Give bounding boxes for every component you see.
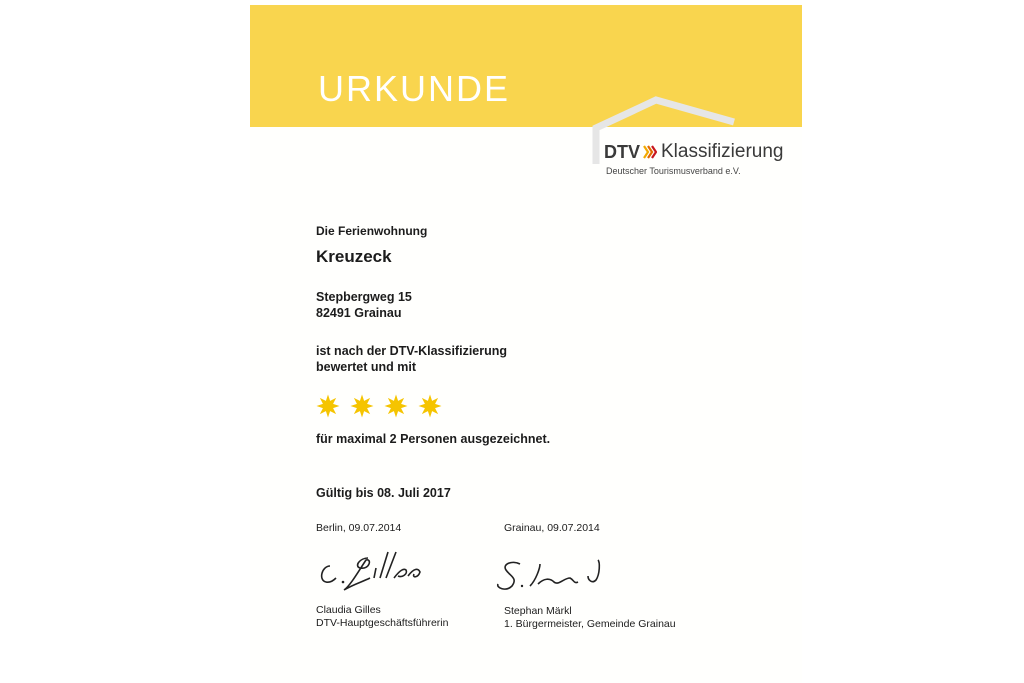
certificate-page — [250, 0, 802, 683]
intro-label: Die Ferienwohnung — [316, 224, 428, 238]
right-signatory-role: 1. Bürgermeister, Gemeinde Grainau — [504, 618, 676, 630]
star-icon — [350, 394, 374, 418]
award-text: für maximal 2 Personen ausgezeichnet. — [316, 432, 551, 446]
star-icon — [316, 394, 340, 418]
statement-line-2: bewertet und mit — [316, 360, 417, 374]
address-city: 82491 Grainau — [316, 306, 402, 320]
right-signature — [488, 556, 628, 598]
star-icon — [418, 394, 442, 418]
logo-brand: DTV — [604, 141, 640, 162]
logo-association: Deutscher Tourismusverband e.V. — [606, 166, 741, 176]
dtv-logo — [604, 139, 784, 165]
left-signatory-name: Claudia Gilles — [316, 604, 381, 616]
certificate-title: URKUNDE — [318, 68, 511, 109]
right-place-date: Grainau, 09.07.2014 — [504, 522, 600, 534]
left-signature — [310, 544, 450, 594]
logo-name: Klassifizierung — [661, 141, 784, 162]
address-street: Stepbergweg 15 — [316, 290, 412, 304]
star-rating — [316, 394, 446, 418]
left-place-date: Berlin, 09.07.2014 — [316, 522, 402, 534]
right-signatory-name: Stephan Märkl — [504, 605, 572, 617]
validity-text: Gültig bis 08. Juli 2017 — [316, 486, 451, 500]
star-icon — [384, 394, 408, 418]
property-name: Kreuzeck — [316, 247, 392, 266]
chevron-arrows-icon — [643, 143, 657, 161]
statement-line-1: ist nach der DTV-Klassifizierung — [316, 344, 508, 358]
left-signatory-role: DTV-Hauptgeschäftsführerin — [316, 617, 449, 629]
